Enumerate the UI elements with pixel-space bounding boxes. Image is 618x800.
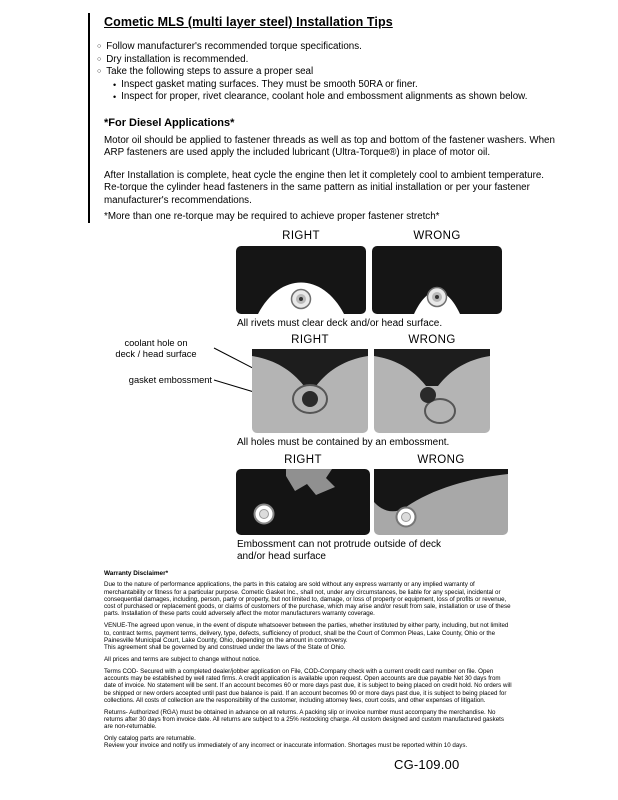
figure-holes-wrong-image [374,349,490,433]
figure-rivet-right-image [236,246,366,314]
figure-holes-right-image [252,349,368,433]
coolant-annotation-line2: deck / head surface [115,349,197,359]
warranty-heading: Warranty Disclaimer* [104,570,169,577]
warranty-para-2: VENUE-The agreed upon venue, in the event of dispute whatsoever between the parties, whether instituted by either party, including, but not limited to, contract terms, payment terms, delivery, type, defects, sufficiency of product, shall be the Court of Common Pleas, Lake County, Ohio or the Painesville Municipal Court, Lake County, Ohio, depending on the amount in controversy. [104,622,509,644]
diesel-applications-heading: *For Diesel Applications* [104,117,235,129]
warranty-para-3: All prices and terms are subject to change without notice. [104,655,261,663]
warranty-para-5: Returns- Authorized (RGA) must be obtained in advance on all returns. A packing slip or invoice number must accompany the merchandise. No returns after 30 days from invoice date. All returns are subject to a 25% restocking charge. All custom designed and custom manufactured gaskets are non-returnable. [104,708,504,731]
right-label: RIGHT [282,230,320,242]
wrong-label: WRONG [417,454,465,466]
tip-item [97,41,567,54]
figure-embossment-wrong-image [374,469,508,535]
coolant-annotation-line1: coolant hole on [124,338,188,348]
installation-tips-list [97,41,567,104]
coolant-hole-annotation [100,338,212,360]
figure-rivet-wrong-image [372,246,502,314]
warranty-para-6a: Only catalog parts are returnable. [104,735,196,743]
tip-text: Follow manufacturer's recommended torque specifications. [106,41,362,52]
figure-embossment-right-image [236,469,370,535]
right-label: RIGHT [291,334,329,346]
sub-tip-item [97,79,567,92]
open-bullet-icon: ○ [97,55,102,63]
embossment-caption-line2: and/or head surface [237,551,326,562]
embossment-caption [237,539,441,563]
tip-text: Take the following steps to assure a proper seal [106,66,314,78]
sub-tip-text: Inspect for proper, rivet clearance, coolant hole and embossment alignments as shown below. [121,91,528,103]
right-label: RIGHT [284,454,322,466]
warranty-para-1: Due to the nature of performance applications, the parts in this catalog are sold without any express warranty or any implied warranty of merchantability or fitness for a particular purpose. Cometic Gasket Inc., shall not, under any circumstances, be liable for any special, incidental or consequential damages, including, person, party or property, but not limited to, damage, or loss of property or equipment, loss of profits or revenue, cost of purchased or replacement goods, or claims of customers of the purchase, which may arise and/or result from sale, installation or use of these parts. Installation of these parts could adversely affect the motor manufacturers warranty coverage. [104,581,511,618]
rivet-clear-diagram [236,246,366,314]
warranty-disclaimer [104,570,514,754]
diesel-paragraph-1: Motor oil should be applied to fastener threads as well as top and bottom of the fastener washers. When ARP fasteners are used apply the included lubricant (Ultra-Torque®) in place of motor oil. [104,135,555,159]
rivet-touching-diagram [372,246,502,314]
catalog-page-code: CG-109.00 [394,757,460,772]
tip-item [97,54,567,67]
wrong-label: WRONG [408,334,456,346]
diesel-paragraph-2: After Installation is complete, heat cycle the engine then let it completely cool to ambient temperature. Re-torque the cylinder head fasteners in the same pattern as initial installation or per your fastener manufacturer's recommendations. [104,170,545,206]
filled-bullet-icon: • [113,92,117,103]
gasket-embossment-annotation: gasket embossment [128,375,212,385]
hole-not-contained-diagram [374,349,490,433]
filled-bullet-icon: • [113,79,117,90]
embossment-inside-diagram [236,469,370,535]
holes-caption: All holes must be contained by an embossment. [237,437,450,448]
left-margin-rule [88,13,90,223]
retorque-note: *More than one re-torque may be required to achieve proper fastener stretch* [104,211,440,222]
embossment-protruding-diagram [374,469,508,535]
tip-item [97,66,567,79]
sub-tip-item [97,91,567,104]
figures-section [0,228,618,573]
tip-text: Dry installation is recommended. [106,53,249,65]
wrong-label: WRONG [413,230,461,242]
embossment-caption-line1: Embossment can not protrude outside of deck [237,539,442,550]
page-title: Cometic MLS (multi layer steel) Installation Tips [104,15,393,29]
sub-tip-text: Inspect gasket mating surfaces. They must be smooth 50RA or finer. [121,78,418,90]
hole-contained-diagram [252,349,368,433]
open-bullet-icon: ○ [97,68,102,76]
warranty-para-2b: This agreement shall be governed by and construed under the laws of the State of Ohio. [104,644,346,652]
warranty-para-6b: Review your invoice and notify us immediately of any incorrect or inaccurate information. Shortages must be reported within 10 days. [104,742,468,750]
rivet-caption: All rivets must clear deck and/or head surface. [237,318,443,329]
warranty-para-4: Terms COD- Secured with a completed dealer/jobber application on File, COD-Company check with a current credit card number on file. Open accounts may be established by well rated firms. A credit application is available upon request. Open accounts are due payable Net 30 days from date of invoice. No statement will be sent. If an account becomes 60 or more days past due, it is subject to being placed on credit hold. No orders will be shipped or new orders accepted until past due balance is paid. If an account becomes 90 or more days past due, it is subject to being placed for collections. All costs of collection are the responsibility of the customer, including attorney fees, court costs, and other expenses of litigation. [104,667,512,704]
open-bullet-icon: ○ [97,43,102,50]
